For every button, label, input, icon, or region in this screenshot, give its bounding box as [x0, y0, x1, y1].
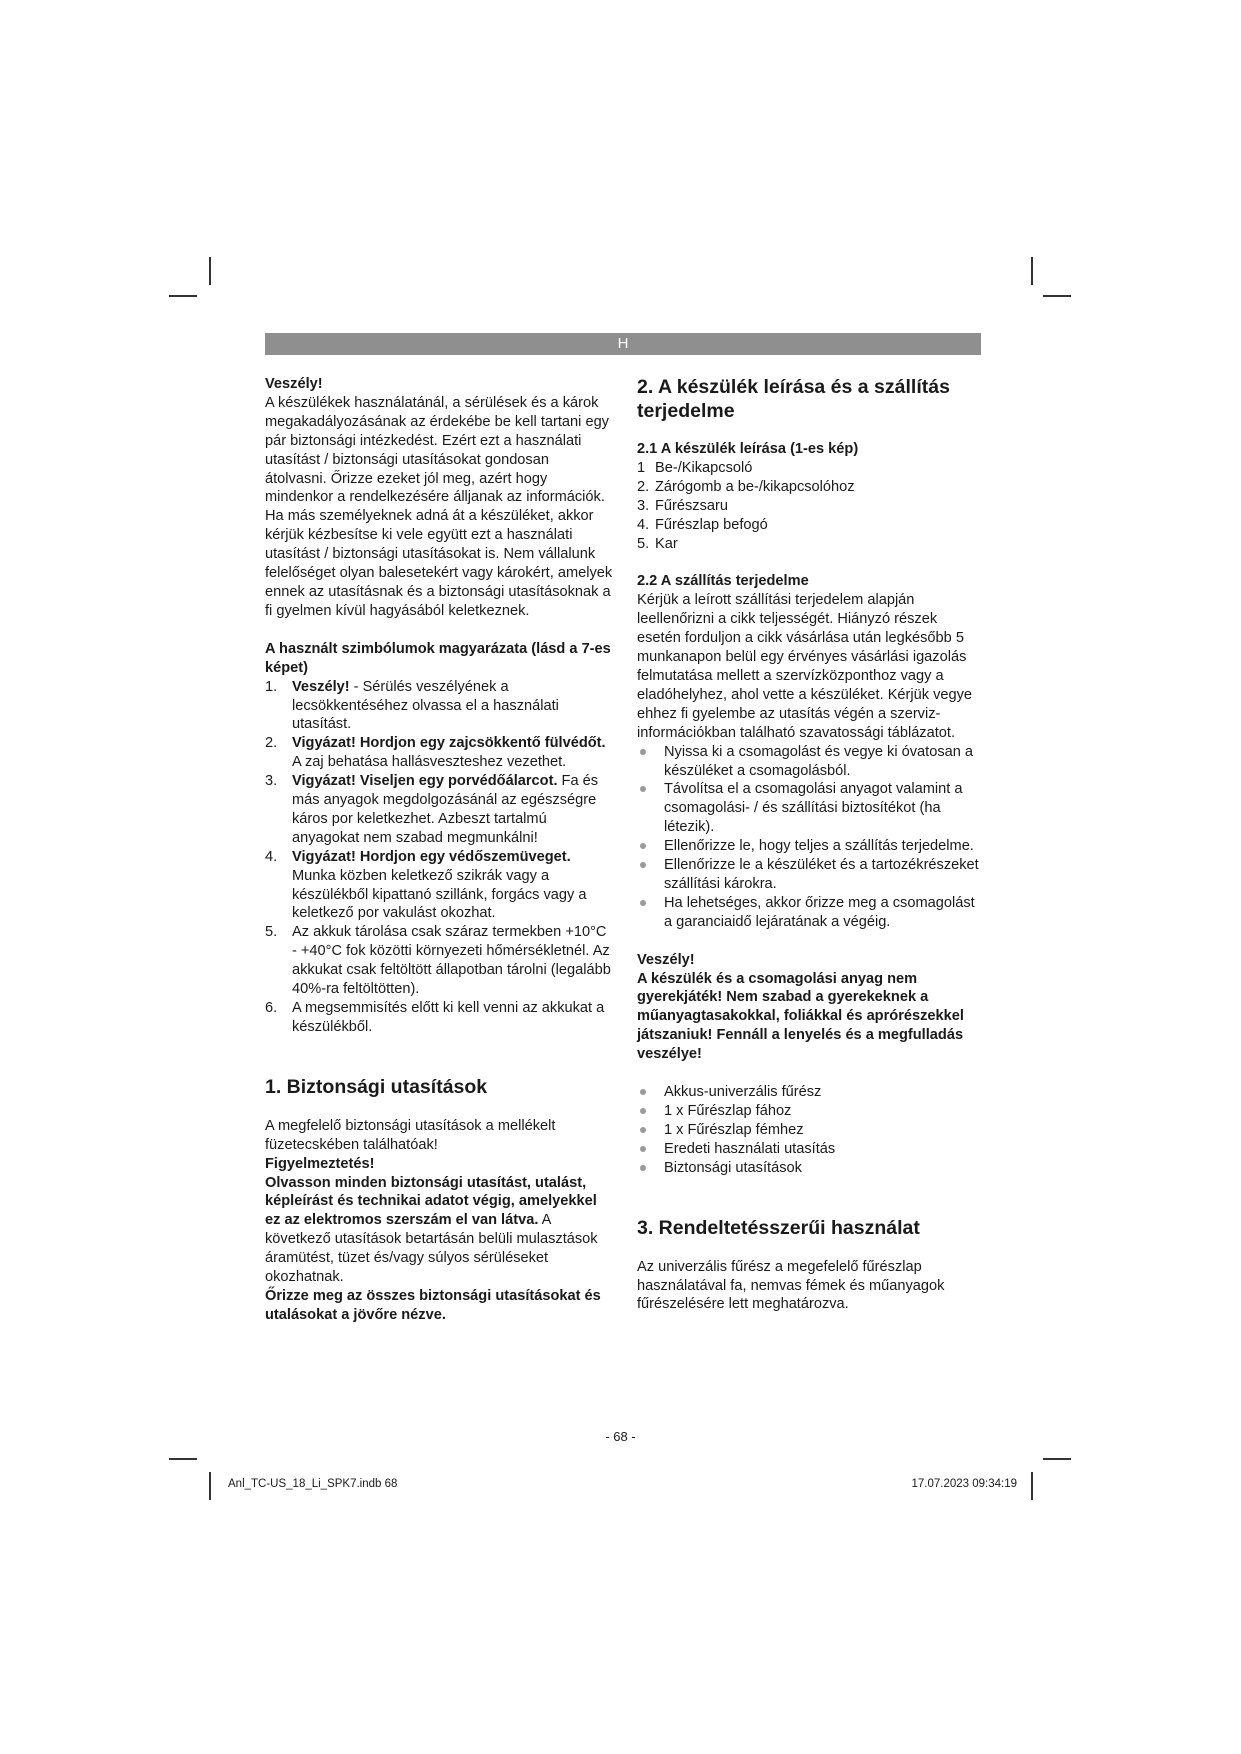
bullet-icon	[640, 1089, 646, 1095]
crop-mark	[209, 1472, 211, 1500]
bullet-icon	[640, 786, 646, 792]
bullet-icon	[640, 862, 646, 868]
scope-item: 1 x Fűrészlap fémhez	[637, 1121, 982, 1140]
scope-item: Eredeti használati utasítás	[637, 1140, 982, 1159]
symbol-item: 4. Vigyázat! Hordjon egy védőszemüveget. Munka közben keletkező szikrák vagy a készülékből kipattanó szillánk, forgács vagy a keletkező por vakulást okozhat.	[265, 848, 587, 922]
keep-instructions-text: Őrizze meg az összes biztonsági utasításokat és utalásokat a jövőre nézve.	[265, 1287, 601, 1323]
part-item: 1 Be-/Kikapcsoló	[637, 459, 753, 476]
danger-title: Veszély!	[265, 376, 323, 392]
scope-item: Akkus-univerzális fűrész	[637, 1083, 982, 1102]
bullet-icon	[640, 1127, 646, 1133]
page-number: - 68 -	[605, 1429, 636, 1444]
left-column	[265, 375, 613, 1325]
delivery-scope-list	[637, 1083, 982, 1178]
crop-mark	[169, 295, 197, 297]
parts-list	[637, 459, 982, 554]
bullet-icon	[640, 843, 646, 849]
bullet-icon	[640, 1108, 646, 1114]
symbols-list	[265, 678, 613, 1037]
bullet-icon	[640, 1165, 646, 1171]
checklist-item: Távolítsa el a csomagolási anyagot valamint a csomagolási- / és szállítási biztosítékot (ha létezik).	[637, 780, 982, 837]
crop-mark	[1043, 295, 1071, 297]
danger-title-2: Veszély!	[637, 951, 695, 968]
checklist-item: Ha lehetséges, akkor őrizze meg a csomagolást a garanciaidő lejáratának a végéig.	[637, 894, 982, 932]
danger-text-2: A készülék és a csomagolási anyag nem gyerekjáték! Nem szabad a gyerekeknek a műanyagtasakokkal, foliákkal és aprórészekkel játszaniuk! Fennáll a lenyelés és a megfulladás veszélye!	[637, 970, 964, 1063]
language-header-bar: H	[265, 333, 981, 355]
checklist-item: Nyissa ki a csomagolást és vegye ki óvatosan a készüléket a csomagolásból.	[637, 743, 982, 781]
footer-timestamp: 17.07.2023 09:34:19	[911, 1478, 1017, 1490]
symbol-item: 5. Az akkuk tárolása csak száraz termekben +10°C - +40°C fok közötti környezeti hőmérsékletnél. Az akkukat csak feltöltött állapotban tárolni (legalább 40%-ra feltöltötten).	[265, 924, 611, 998]
symbols-title: A használt szimbólumok magyarázata (lásd a 7-es képet)	[265, 640, 611, 676]
right-column	[637, 375, 982, 1314]
part-item: 3. Fűrészsaru	[637, 497, 728, 514]
warning-text: Olvasson minden biztonsági utasítást, utalást, képleírást és technikai adatot végig, amelyekkel ez az elektromos szerszám el van látva. A következő utasítások betartásán belüli mulasztások áramütést, tüzet és/vagy súlyos sérüléseket okozhatnak.	[265, 1174, 598, 1286]
crop-mark	[169, 1458, 197, 1460]
crop-mark	[209, 257, 211, 285]
section-1-intro: A megfelelő biztonsági utasítások a mellékelt füzetecskében találhatóak!	[265, 1117, 556, 1153]
symbol-item: 6. A megsemmisítés előtt ki kell venni az akkukat a készülékből.	[265, 1000, 605, 1035]
bullet-icon	[640, 749, 646, 755]
crop-mark	[1043, 1458, 1071, 1460]
part-item: 4. Fűrészlap befogó	[637, 516, 768, 533]
bullet-icon	[640, 1146, 646, 1152]
symbol-item: 2. Vigyázat! Hordjon egy zajcsökkentő fülvédőt. A zaj behatása hallásveszteshez vezethet.	[265, 735, 606, 771]
part-item: 2. Zárógomb a be-/kikapcsolóhoz	[637, 478, 855, 495]
section-3-title: 3. Rendeltetésszerűi használat	[637, 1216, 920, 1239]
crop-mark	[1031, 257, 1033, 285]
subsection-2-1-title: 2.1 A készülék leírása (1-es kép)	[637, 441, 859, 457]
checklist-item: Ellenőrizze le, hogy teljes a szállítás terjedelme.	[637, 837, 982, 856]
footer-file-name: Anl_TC-US_18_Li_SPK7.indb 68	[228, 1478, 398, 1490]
section-2-title: 2. A készülék leírása és a szállítás terjedelme	[637, 376, 950, 422]
section-3-text: Az univerzális fűrész a megefelelő fűrészlap használatával fa, nemvas fémek és műanyagok fűrészelésére lett meghatározva.	[637, 1258, 945, 1313]
subsection-2-2-text: Kérjük a leírott szállítási terjedelem alapján leellenőrizni a cikk teljességét. Hiányzó részek esetén forduljon a cikk vásárlása után legkésőbb 5 munkanapon belül egy érvényes vásárlási igazolás felmutatása mellett a szervízközponthoz vagy a eladóhelyhez, ahol vette a készüléket. Kérjük vegye ehhez fi gyelembe az utasítás végén a szerviz-információkban található szavatossági táblázatot.	[637, 592, 973, 741]
symbol-item: 3. Vigyázat! Viseljen egy porvédőálarcot. Fa és más anyagok megdolgozásánál az egészségre káros por keletkezhet. Azbeszt tartalmú anyagokat nem szabad megmunkálni!	[265, 773, 599, 846]
part-item: 5. Kar	[637, 535, 678, 552]
section-1-title: 1. Biztonsági utasítások	[265, 1075, 488, 1098]
unpacking-checklist	[637, 743, 982, 932]
scope-item: Biztonsági utasítások	[637, 1159, 982, 1178]
crop-mark	[1031, 1472, 1033, 1500]
scope-item: 1 x Fűrészlap fához	[637, 1102, 982, 1121]
checklist-item: Ellenőrizze le a készüléket és a tartozékrészeket szállítási károkra.	[637, 856, 982, 894]
warning-title: Figyelmeztetés!	[265, 1155, 375, 1172]
subsection-2-2-title: 2.2 A szállítás terjedelme	[637, 573, 809, 590]
bullet-icon	[640, 900, 646, 906]
danger-text: A készülékek használatánál, a sérülések és a károk megakadályozásának az érdekébe be kell tartani egy pár biztonsági intézkedést. Ezért ezt a használati utasítást / biztonsági utasításokat gondosan átolvasni. Őrizze ezeket jól meg, azért hogy mindenkor a rendelkezésére álljanak az információk. Ha más személyeknek adná át a készüléket, akkor kérjük kézbesítse ki vele együtt ezt a használati utasítást / biztonsági utasításokat is. Nem vállalunk felelőséget olyan balesetekért vagy károkért, amelyek ennek az utasításnak és a biztonsági utasításoknak a fi gyelmen kívül hagyásából keletkeznek.	[265, 394, 613, 619]
symbol-item: 1. Veszély! - Sérülés veszélyének a lecsökkentéséhez olvassa el a használati utasítást.	[265, 678, 559, 733]
